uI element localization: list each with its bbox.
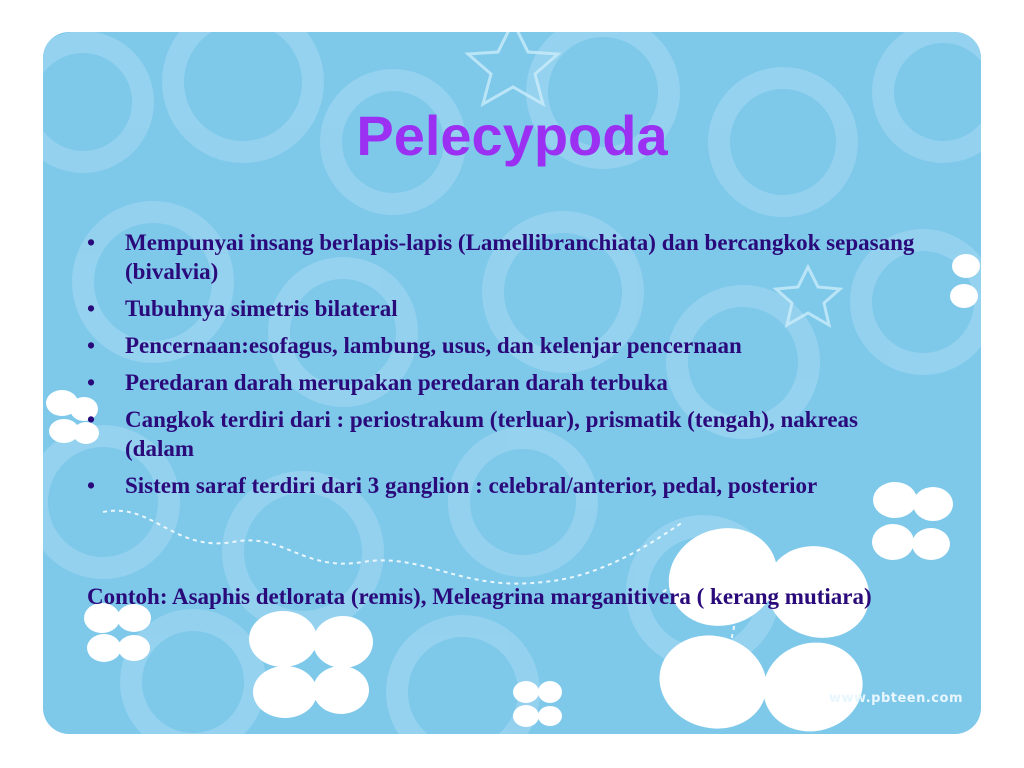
slide	[43, 32, 981, 734]
bullet-item	[87, 294, 927, 323]
bullet-text: Sistem saraf terdiri dari 3 ganglion : celebral/anterior, pedal, posterior	[125, 473, 818, 498]
slide-title: Pelecypoda	[356, 104, 668, 167]
bullet-text: Cangkok terdiri dari : periostrakum (terluar), prismatik (tengah), nakreas (dalam	[125, 407, 858, 461]
example-text: Contoh: Asaphis detlorata (remis), Meleagrina marganitivera ( kerang mutiara)	[87, 584, 872, 609]
bullet-item	[87, 405, 927, 463]
bullet-item	[87, 471, 927, 500]
bullet-icon: •	[87, 407, 96, 432]
bullet-icon: •	[87, 296, 96, 321]
bullet-icon: •	[87, 333, 96, 358]
bullet-item	[87, 228, 927, 286]
watermark: www.pbteen.com	[829, 691, 963, 706]
bullet-icon: •	[87, 230, 96, 255]
bullet-item	[87, 331, 927, 360]
bullet-text: Peredaran darah merupakan peredaran darah terbuka	[125, 370, 668, 395]
bullet-icon: •	[87, 370, 96, 395]
bullet-item	[87, 368, 927, 397]
bullet-icon: •	[87, 473, 96, 498]
bullet-text: Mempunyai insang berlapis-lapis (Lamellibranchiata) dan bercangkok sepasang (bivalvia)	[125, 230, 915, 284]
bullet-text: Pencernaan:esofagus, lambung, usus, dan kelenjar pencernaan	[125, 333, 742, 358]
bullet-text: Tubuhnya simetris bilateral	[125, 296, 398, 321]
bullet-list	[87, 228, 927, 508]
